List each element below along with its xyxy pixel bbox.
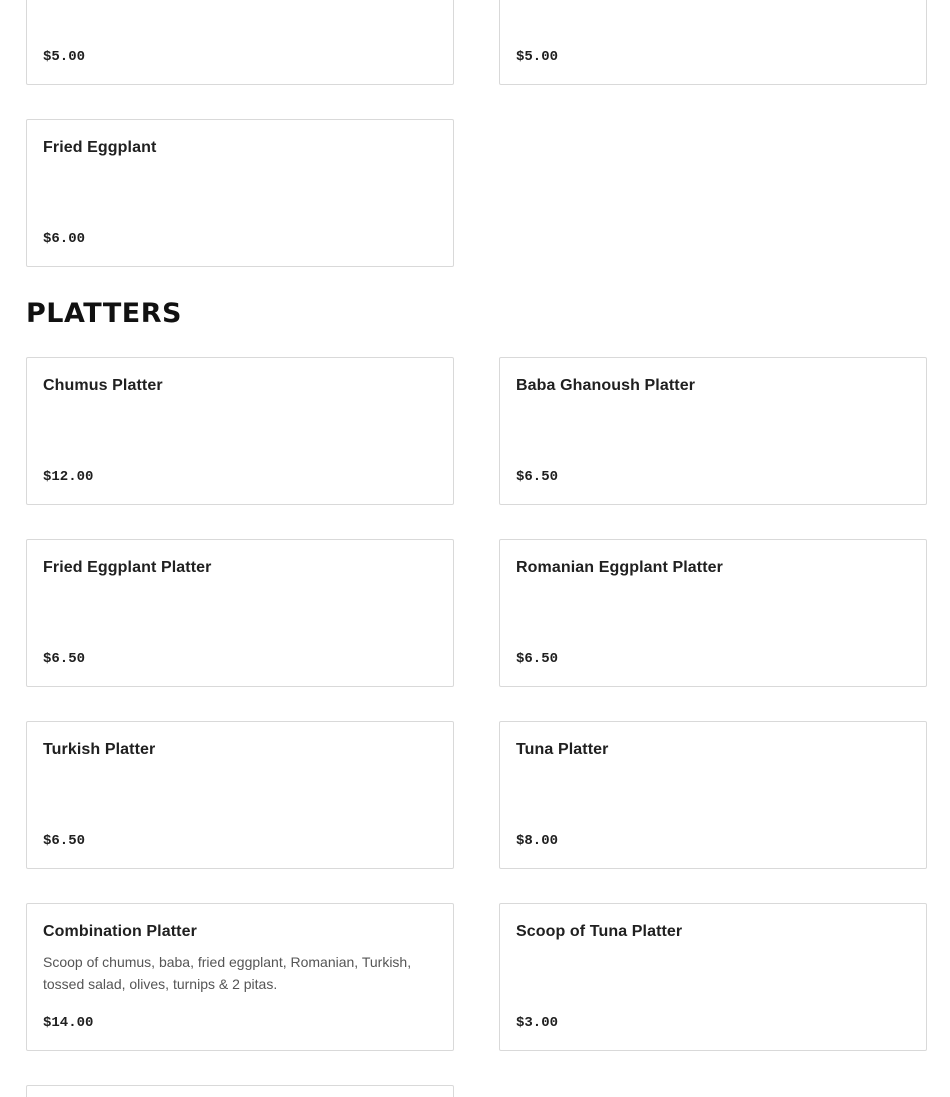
menu-item-card[interactable] bbox=[26, 721, 454, 869]
menu-item-price: $6.00 bbox=[43, 231, 86, 247]
menu-item-card[interactable] bbox=[26, 1085, 454, 1097]
menu-item-price: $6.50 bbox=[516, 651, 559, 667]
menu-item-price: $12.00 bbox=[43, 469, 94, 485]
menu-item-price: $5.00 bbox=[516, 49, 559, 65]
menu-item-price: $8.00 bbox=[516, 833, 559, 849]
menu-item-name: Tuna Platter bbox=[516, 741, 609, 758]
menu-item-name: Fried Eggplant Platter bbox=[43, 559, 212, 576]
menu-item-card[interactable] bbox=[26, 539, 454, 687]
menu-item-card[interactable] bbox=[499, 539, 927, 687]
section-title: PLATTERS bbox=[26, 298, 182, 329]
menu-item-card[interactable] bbox=[26, 357, 454, 505]
menu-item-card[interactable] bbox=[26, 903, 454, 1051]
menu-item-card[interactable] bbox=[499, 903, 927, 1051]
menu-item-name: Chumus Platter bbox=[43, 377, 163, 394]
menu-item-price: $6.50 bbox=[43, 833, 86, 849]
menu-item-name: Combination Platter bbox=[43, 923, 197, 940]
menu-item-name: Turkish Platter bbox=[43, 741, 156, 758]
menu-item-name: Fried Eggplant bbox=[43, 139, 157, 156]
menu-item-description: Scoop of chumus, baba, fried eggplant, Romanian, Turkish, tossed salad, olives, turnips & 2 pitas. bbox=[43, 954, 412, 992]
menu-item-card[interactable] bbox=[499, 357, 927, 505]
menu-item-price: $6.50 bbox=[516, 469, 559, 485]
menu-item-card[interactable] bbox=[499, 721, 927, 869]
menu-item-card[interactable] bbox=[26, 0, 454, 85]
menu-item-name: Romanian Eggplant Platter bbox=[516, 559, 723, 576]
menu-item-price: $14.00 bbox=[43, 1015, 94, 1031]
menu-item-name: Baba Ghanoush Platter bbox=[516, 377, 696, 394]
menu-item-price: $6.50 bbox=[43, 651, 86, 667]
menu-item-name: Scoop of Tuna Platter bbox=[516, 923, 683, 940]
menu-item-price: $5.00 bbox=[43, 49, 86, 65]
menu-item-card[interactable] bbox=[26, 119, 454, 267]
menu-item-price: $3.00 bbox=[516, 1015, 559, 1031]
menu-item-card[interactable] bbox=[499, 0, 927, 85]
